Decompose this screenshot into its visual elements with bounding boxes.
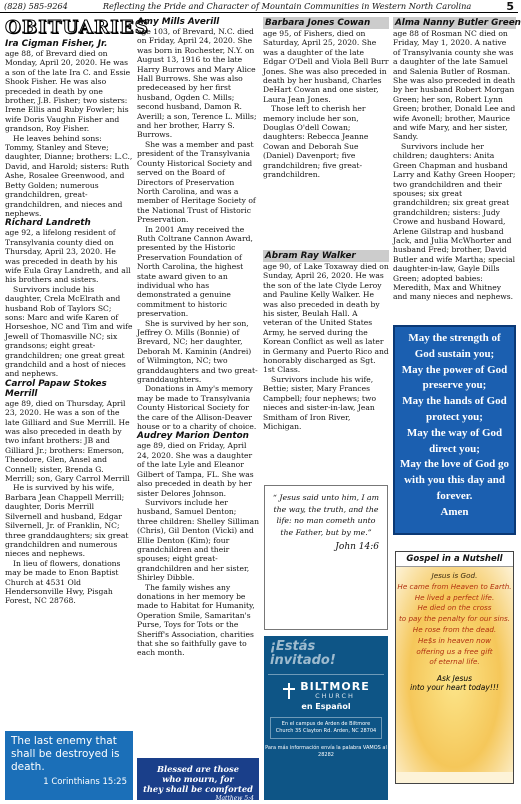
blessing-line: May the power of God preserve you; (401, 363, 508, 392)
column-1 (5, 17, 149, 727)
obit-name-landreth: Richard Landreth (5, 218, 91, 229)
blessing-line: Amen (440, 505, 469, 518)
gospel-line: of eternal life. (429, 657, 480, 667)
obit-text: She was a member and past president of the Transylvania County Historical Society and served on the Board of Directors of Preservation North Carolina, and was a member of Heritage Society of the National Trust of Historic Preservation. (137, 139, 256, 225)
gospel-line: Jesus is God. (431, 571, 478, 580)
page-number: 5 (506, 0, 514, 13)
blessing-box (393, 325, 516, 535)
obit-text: She is survived by her son, Jeffrey O. Mills (Bonnie) of Brevard, NC; her daughter, Deborah M. Kaminin (Andrei) of Wilmington, NC; two granddaughters and two great-granddaughters. (137, 318, 258, 385)
obit-name-denton: Audrey Marion Denton (137, 431, 249, 442)
obit-text: age 89, died on Friday, April 24, 2020. She was a daughter of the late Lyle and Eleanor Gilbert of Tampa, FL. She was also preceded in death by her sister Delores Johnson. (137, 441, 254, 498)
phone-number: (828) 585-9264 (4, 1, 68, 11)
verse-reference: Matthew 5:4 (215, 795, 254, 802)
church-logo (268, 674, 384, 700)
obit-text: Survivors include her children; daughters: Anita Green Chapman and husband Larry and Kathy Green Hooper; two grandchildren and their spouses; six great grandchildren; six great great grandchildren; sisters: Judy Crowe and husband Howard, Arlene Gilstrap and husband Jack, and Julia McWhorter and husband Fred; brother, David Butler and wife Martha; special daughter-in-law, Gayle Dills Green; adopted babies: Meredith, Max and Whitney and many nieces and nephews. (393, 141, 516, 302)
obit-text: age 88, of Brevard died on Monday, April 20, 2020. He was a son of the late Ira C. and Essie Shook Fisher. He was also preceded in death by one brother, J.B. Fisher; two sisters: Irene Ellis and Ruby Fowler; his wife Doris Vaughn Fisher and grandson, Roy Fisher. (5, 49, 131, 134)
church-invite-ad (264, 636, 388, 800)
obit-text: Survivors include her husband, Samuel Denton; three children: Shelley Silliman (Chris), Gil Denton (Vicki) and Ellie Denton (Kim); four grandchildren and their spouses; eight great-grandchildren and her sister, Shirley Dibble. (137, 497, 260, 583)
obit-text: age 92, a lifelong resident of Transylvania county died on Thursday, April 23, 2020. He was preceded in death by his wife Eula Gray Landreth, and all his brothers and sisters. (5, 228, 131, 285)
invite-line-1: ¡Estás (270, 639, 316, 654)
header-tagline: Reflecting the Pride and Character of Mountain Communities in Western North Carolina (102, 1, 472, 11)
obit-text: age 103, of Brevard, N.C. died on Friday, April 24, 2020. She was born in Rochester, N.Y. on August 13, 1916 to the late Harry Burrows and Mary Alice Hall Burrows. She was also predeceased by her first husband, Ogden C. Mills; second husband, Damon R. Averill; a son, Terence L. Mills; and her brother, Harry S. Burrows. (137, 27, 257, 140)
ask-line-1: Ask Jesus (436, 674, 473, 684)
invite-language: en Español (301, 702, 351, 711)
mourn-line-3: they shall be comforted (143, 784, 253, 794)
church-name-sub: CHURCH (315, 692, 355, 700)
verse-text: The last enemy that shall be destroyed is death. (11, 735, 120, 773)
obit-name-cowan: Barbara Jones Cowan (263, 17, 389, 29)
verse-reference: 1 Corinthians 15:25 (43, 777, 127, 787)
obit-text: Survivors include his wife, Bettie; sister, Mary Frances Campbell; four nephews; two nieces and sister-in-law, Jean Smitham of Iron River, Michigan. (263, 374, 377, 431)
blessing-line: May the hands of God protect you; (402, 395, 507, 423)
blessing-line: May the way of God direct you; (406, 426, 503, 455)
gospel-line: He died on the cross (417, 603, 492, 613)
obit-text: age 88 of Rosman NC died on Friday, May 1, 2020. A native of Transylvania county she was a daughter of the late Samuel and Salenia Butler of Rosman. She was also preceded in death by her husband Robert Morgan Green; her son, Robert Lynn Green; brother, Donald Lee and wife Avonell; brother, Maurice and wife Mary, and her sister, Sandy. (393, 29, 516, 142)
invite-footer: Para más información envía la palabra VAMOS al 28282 (265, 745, 387, 758)
verse-text: “ Jesus said unto him, I am the way, the truth, and the life: no man cometh unto the Father, but by me.” (272, 493, 380, 537)
obit-text: age 90, of Lake Toxaway died on Sunday, April 26, 2020. He was the son of the late Clyde Leroy and Pauline Kelly Walker. He was also preceded in death by his sister, Beulah Hall. A veteran of the United States Army, he served during the Korean Conflict as well as later in Germany and Puerto Rico and honorably discharged as Sgt. 1st Class. (263, 262, 389, 375)
blessing-line: May the strength of God sustain you; (408, 332, 501, 360)
obit-name-walker: Abram Ray Walker (263, 250, 389, 262)
mourn-line-1: Blessed are those (156, 764, 240, 774)
ask-line-2: into your heart today!!! (410, 683, 499, 693)
church-name: BILTMORE (300, 680, 370, 693)
obit-text: age 89, died on Thursday, April 23, 2020. He was a son of the late Gilliard and Sue Merrill. He was also preceded in death by two infant brothers: JB and Gilliard Jr.; brothers: Emerson, Theodore, Glen, Ansel and Connell; sister, Brenda G. Merrill; son, Gary Carrol Merrill (5, 398, 130, 484)
john-verse-box (264, 485, 388, 630)
obit-text: Donations in Amy's memory may be made to Transylvania County Historical Society for the care of the Allison-Deaver house or to a charity of choice. (137, 384, 257, 432)
invite-details: En el campus de Arden de Biltmore Church 35 Clayton Rd. Arden, NC 28704 (270, 717, 382, 739)
verse-reference: John 14:6 (335, 542, 379, 552)
column-3 (263, 17, 389, 242)
column-4 (393, 17, 521, 342)
obit-text: Those left to cherish her memory include her son, Douglas O'dell Cowan; daughters: Rebecca Jeanne Cowan and Deborah Sue (Daniel) Davenport; five grandchildren; five great-grandchildren. (263, 104, 369, 180)
obit-name-green: Alma Nanny Butler Green (395, 18, 521, 28)
gospel-line: offering us a free gift (416, 646, 493, 656)
gospel-line: He came from Heaven to Earth. (397, 581, 512, 591)
obit-text: In lieu of flowers, donations may be made to Enon Baptist Church at 4531 Old Hendersonville Hwy, Pisgah Forest, NC 28768. (5, 558, 121, 606)
gospel-nutshell-box (395, 551, 514, 784)
gospel-lines (396, 567, 513, 772)
gospel-line: He$s in heaven now (418, 635, 491, 645)
invite-line-2: invitado! (270, 653, 336, 668)
obit-text: He leaves behind sons: Tommy, Stanley and Steve; daughter, Dianne; brothers: L.C., David, and Harold; sisters: Ruth Ashe, Rosalee Greenwood, and Betty Golden; numerous grandchildren, great-grandchildren, and nieces and nephews. (5, 133, 133, 218)
gospel-line: He rose from the dead. (412, 624, 497, 634)
last-enemy-verse (5, 731, 133, 800)
gospel-line: He lived a perfect life. (414, 592, 495, 602)
gospel-ask (396, 674, 513, 692)
invite-headline (264, 636, 388, 668)
gospel-line: to pay the penalty for our sins. (398, 614, 511, 624)
obit-name-fisher: Ira Cigman Fisher, Jr. (5, 39, 108, 49)
obit-name-averill: Amy Mills Averill (137, 17, 220, 27)
mourn-verse (137, 758, 259, 800)
obit-text: age 95, of Fishers, died on Saturday, April 25, 2020. She was a daughter of the late Edgar O'Dell and Viola Bell Burr Jones. She was also preceded in death by her husband, Charles DeHart Cowan and one sister, Laura Jean Jones. (263, 29, 389, 104)
gospel-title: Gospel in a Nutshell (396, 552, 513, 567)
mourn-line-2: who mourn, for (162, 774, 234, 784)
obit-name-merrill: Carrol Papaw Stokes Merrill (5, 378, 107, 399)
obit-text: Survivors include his daughter, Crela McElrath and husband Rob of Taylors SC; sons: Marc and wife Karen of Horseshoe, NC and Tim and wife Jewell of Thomasville NC; six grandsons; eight great-grandchildren; one great great grandchild and a host of nieces and nephews. (5, 284, 133, 379)
column-3-lower (263, 250, 389, 480)
page-header (0, 0, 518, 13)
obit-text: In 2001 Amy received the Ruth Coltrane Cannon Award, presented by the Historic Preservation Foundation of North Carolina, the highest state award given to an individual who has demonstrated a genuine commitment to historic preservation. (137, 224, 253, 319)
obit-text: He is survived by his wife, Barbara Jean Chappell Merrill; daughter, Doris Merrill Silvernell and husband, Edgar Silvernell, Jr. of Franklin, NC; three granddaughters; six great grandchildren and numerous nieces and nephews. (5, 483, 129, 559)
cross-icon (282, 683, 296, 699)
column-2 (137, 17, 259, 727)
blessing-line: May the love of God go with you this day and forever. (399, 458, 510, 502)
section-title: OBITUARIES (5, 17, 149, 38)
obit-text: The family wishes any donations in her memory be made to Habitat for Humanity, Operation Smile, Samaritan's Purse, Toys for Tots or the Sheriff's Association, charities that she so faithfully gave to each month. (137, 582, 255, 658)
